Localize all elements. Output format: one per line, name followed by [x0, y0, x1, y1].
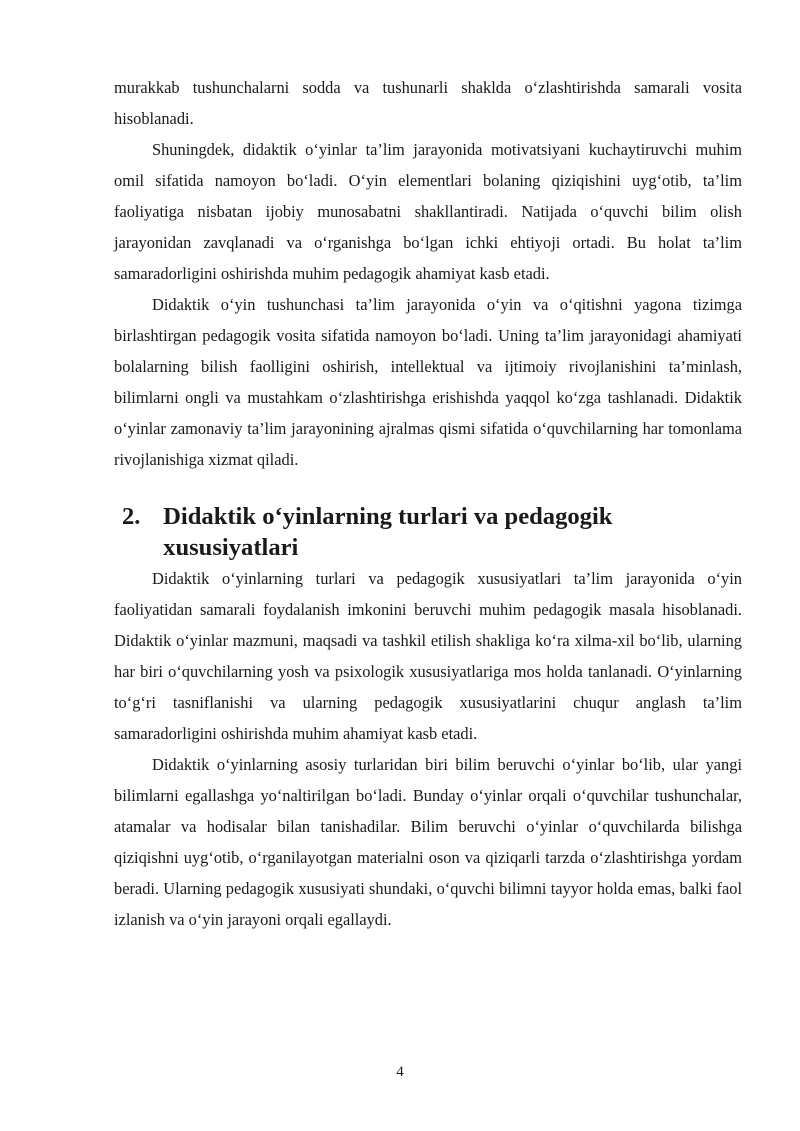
page-number: 4: [396, 1064, 404, 1080]
paragraph-didactic-game-concept: Didaktik o‘yin tushunchasi ta’lim jarayonida o‘yin va o‘qitishni yagona tizimga birlashtirgan pedagogik vosita sifatida namoyon bo‘ladi. Uning ta’lim jarayonidagi ahamiyati bolalarning bilish faolligini oshirish, intellektual va ijtimoiy rivojlanishini ta’minlash, bilimlarni ongli va mustahkam o‘zlashtirishga erishishda yaqqol ko‘zga tashlanadi. Didaktik o‘yinlar zamonaviy ta’lim jarayonining ajralmas qismi sifatida o‘quvchilarning har tomonlama rivojlanishiga xizmat qiladi.: [114, 295, 742, 469]
paragraph-knowledge-games: Didaktik o‘yinlarning asosiy turlaridan biri bilim beruvchi o‘yinlar bo‘lib, ular yangi bilimlarni egallashga yo‘naltirilgan bo‘ladi. Bunday o‘yinlar orqali o‘quvchilar tushunchalar, atamalar va hodisalar bilan tanishadilar. Bilim beruvchi o‘yinlar o‘quvchilarda bilishga qiziqishni uyg‘otib, o‘rganilayotgan materialni oson va qiziqarli tarzda o‘zlashtirishga yordam beradi. Ularning pedagogik xususiyati shundaki, o‘quvchi bilimni tayyor holda emas, balki faol izlanish va o‘yin jarayoni orqali egallaydi.: [114, 755, 742, 929]
paragraph-motivation: Shuningdek, didaktik o‘yinlar ta’lim jarayonida motivatsiyani kuchaytiruvchi muhim omil sifatida namoyon bo‘ladi. O‘yin elementlari bolaning qiziqishini uyg‘otib, ta’lim faoliyatiga nisbatan ijobiy munosabatni shakllantiradi. Natijada o‘quvchi bilim olish jarayonidan zavqlanadi va o‘rganishga bo‘lgan ichki ehtiyoji ortadi. Bu holat ta’lim samaradorligini oshirishda muhim pedagogik ahamiyat kasb etadi.: [114, 140, 742, 283]
section-title: Didaktik o‘yinlarning turlari va pedagogik xususiyatlari: [163, 503, 613, 561]
paragraph-game-types-intro: Didaktik o‘yinlarning turlari va pedagogik xususiyatlari ta’lim jarayonida o‘yin faoliyatidan samarali foydalanish imkonini beruvchi muhim pedagogik masala hisoblanadi. Didaktik o‘yinlar mazmuni, maqsadi va tashkil etilish shakliga ko‘ra xilma-xil bo‘lib, ularning har biri o‘quvchilarning yosh va psixologik xususiyatlariga mos holda tanlanadi. O‘yinlarning to‘g‘ri tasniflanishi va ularning pedagogik xususiyatlarini chuqur anglash ta’lim samaradorligini oshirishda muhim ahamiyat kasb etadi.: [114, 569, 742, 743]
paragraph-continuation: murakkab tushunchalarni sodda va tushunarli shaklda o‘zlashtirishda samarali vosita hisoblanadi.: [114, 78, 742, 128]
section-spacer: [114, 475, 742, 501]
section-heading: [114, 501, 742, 563]
section-number: 2.: [122, 503, 141, 530]
document-page: [114, 72, 742, 935]
